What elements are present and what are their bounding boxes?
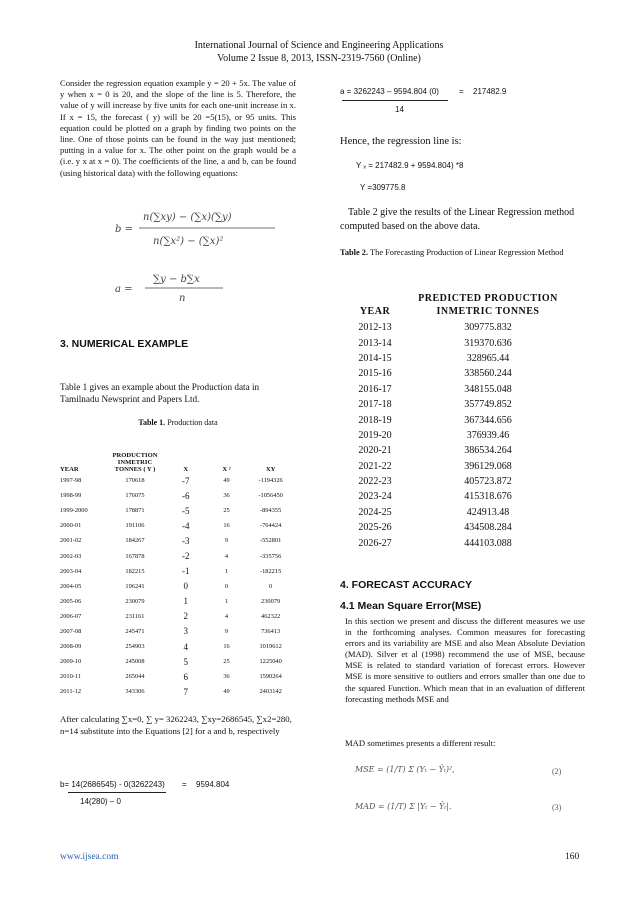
- table-row: [340, 320, 566, 335]
- table-row: [60, 473, 296, 488]
- cell-x: -5: [181, 505, 190, 516]
- table-row: [340, 351, 566, 366]
- cell-production: 245471: [125, 627, 145, 635]
- table-row: [340, 443, 566, 458]
- cell-year: 2008-09: [60, 643, 82, 651]
- b-denominator: 14(280) – 0: [80, 797, 121, 806]
- mse-mad-formulas: [355, 760, 585, 820]
- table-row: [340, 520, 566, 535]
- cell-xy: -182215: [259, 567, 282, 575]
- mad-line: MAD sometimes presents a different result:: [345, 738, 496, 748]
- cell-production: 254903: [125, 643, 145, 651]
- table-row: [340, 474, 566, 489]
- cell-x2: 36: [223, 673, 230, 681]
- cell-x: -4: [181, 520, 190, 531]
- col-header-year: YEAR: [359, 306, 391, 317]
- cell-x: 1: [183, 596, 188, 607]
- cell-x2: 25: [223, 507, 230, 515]
- cell-predicted: 396129.068: [464, 460, 512, 472]
- table2-caption-text: The Forecasting Production of Linear Regression Method: [368, 248, 564, 257]
- cell-year: 2026-27: [358, 537, 392, 549]
- cell-year: 2002-03: [60, 552, 82, 560]
- cell-x: 6: [183, 671, 188, 682]
- cell-year: 2020-21: [358, 445, 392, 457]
- cell-x: -6: [181, 490, 190, 501]
- cell-x: -1: [181, 566, 190, 577]
- cell-production: 176075: [125, 492, 145, 500]
- forecast-table: [340, 292, 566, 551]
- table-row: [340, 382, 566, 397]
- cell-year: 2015-16: [358, 368, 392, 380]
- cell-predicted: 405723.872: [464, 476, 512, 488]
- table-row: [340, 335, 566, 350]
- cell-x2: 49: [223, 688, 230, 696]
- cell-predicted: 328965.44: [466, 352, 510, 364]
- cell-x2: 1: [224, 597, 229, 605]
- cell-xy: -1194326: [258, 477, 283, 485]
- cell-predicted: 338560.244: [464, 368, 512, 380]
- svg-text:MAD = (1/T) Σ |Yₜ − Ŷₜ|.: MAD = (1/T) Σ |Yₜ − Ŷₜ|.: [355, 802, 452, 811]
- cell-year: 2006-07: [60, 612, 82, 620]
- table-row: [60, 564, 296, 579]
- cell-year: 2003-04: [60, 567, 82, 575]
- cell-year: 2005-06: [60, 597, 82, 605]
- cell-year: 2016-17: [358, 383, 392, 395]
- journal-title: International Journal of Science and Engineering Applications: [194, 40, 444, 51]
- cell-predicted: 309775.832: [464, 322, 512, 334]
- col-header-x2: X ²: [222, 466, 231, 473]
- cell-production: 245008: [125, 658, 145, 666]
- cell-predicted: 415318.676: [464, 491, 512, 503]
- cell-year: 2011-12: [60, 688, 82, 696]
- cell-production: 265044: [125, 673, 145, 681]
- table-row: [340, 459, 566, 474]
- cell-xy: -335756: [259, 552, 282, 560]
- cell-xy: 230079: [261, 597, 281, 605]
- cell-year: 2013-14: [358, 337, 392, 349]
- equation-3-number: (3): [552, 803, 562, 812]
- svg-text:∑y − b∑x: ∑y − b∑x: [153, 274, 200, 285]
- cell-x2: 25: [223, 658, 230, 666]
- table-row: [340, 412, 566, 427]
- cell-production: 184267: [125, 537, 145, 545]
- equation-2-number: (2): [552, 767, 562, 776]
- cell-year: 2014-15: [358, 352, 392, 364]
- cell-production: 182215: [125, 567, 145, 575]
- b-numerator: b= 14(2686545) - 0(3262243): [60, 780, 165, 789]
- after-calc-paragraph: After calculating ∑x=0, ∑ y= 3262243, ∑xy=2686545, ∑x2=280, n=14 substitute into the Equations [2] for a and b, respectively: [60, 714, 292, 736]
- cell-year: 2012-13: [358, 322, 392, 334]
- cell-year: 2021-22: [358, 460, 392, 472]
- table-row: [340, 489, 566, 504]
- cell-xy: -764424: [259, 522, 282, 530]
- cell-xy: 1019612: [259, 643, 282, 651]
- col-header-xy: XY: [265, 466, 276, 473]
- cell-x: 2: [183, 611, 188, 622]
- table1-intro: Table 1 gives an example about the Production data in Tamilnadu Newsprint and Papers Ltd.: [60, 382, 260, 404]
- table1-caption-text: Production data: [165, 418, 218, 427]
- cell-x: 3: [183, 626, 188, 637]
- cell-x2: 16: [223, 522, 230, 530]
- cell-year: 1997-98: [60, 477, 82, 485]
- cell-x2: 1: [224, 567, 229, 575]
- section-3-heading: 3. NUMERICAL EXAMPLE: [60, 338, 189, 350]
- table-row: [60, 579, 296, 594]
- table-row: [60, 609, 296, 624]
- cell-predicted: 444103.088: [464, 537, 512, 549]
- cell-production: 231161: [125, 612, 145, 620]
- svg-text:a =: a =: [115, 284, 133, 295]
- hence-line: Hence, the regression line is:: [340, 136, 462, 147]
- cell-x2: 4: [224, 612, 229, 620]
- cell-x: 5: [183, 656, 188, 667]
- cell-xy: 462322: [261, 612, 281, 620]
- intro-paragraph: Consider the regression equation example y = 20 + 5x. The value of y when x = 0 is 20, and the slope of the line is 5. Therefore, the value of y will increase by five units for each one-unit increase in x. If x = 15, the forecast ( y) will be 20 =5(15), or 95 units. This equation could be plotted on a graph by finding two points on the line. One of those points can be found in the way just mentioned; putting in a value for x. The other point on the graph would be a (i.e. y x at x = 0). The coefficients of the line, a and b, can be found (using historical data) with the following equations:: [60, 78, 296, 178]
- cell-predicted: 376939.46: [466, 429, 510, 441]
- col-header-production: PRODUCTION INMETRIC TONNES ( Y ): [112, 452, 158, 473]
- journal-header: [0, 40, 638, 65]
- cell-predicted: 357749.852: [464, 399, 512, 411]
- table-row: [60, 594, 296, 609]
- cell-predicted: 348155.048: [464, 383, 512, 395]
- svg-text:MSE = (1/T) Σ (Yₜ − Ŷₜ)²,: MSE = (1/T) Σ (Yₜ − Ŷₜ)²,: [355, 765, 455, 774]
- cell-year: 2001-02: [60, 537, 82, 545]
- svg-text:n: n: [179, 293, 186, 304]
- svg-text:n(∑xy) − (∑x)(∑y): n(∑xy) − (∑x)(∑y): [143, 212, 232, 223]
- cell-xy: 736413: [261, 627, 281, 635]
- table-row: [60, 669, 296, 684]
- cell-production: 170618: [125, 477, 145, 485]
- svg-text:n(∑x²) − (∑x)²: n(∑x²) − (∑x)²: [153, 236, 224, 247]
- cell-year: 2000-01: [60, 522, 82, 530]
- cell-x: 0: [183, 581, 188, 592]
- table2-caption-label: Table 2.: [340, 248, 369, 257]
- cell-x2: 16: [223, 643, 230, 651]
- cell-xy: -894355: [259, 507, 282, 515]
- cell-year: 2017-18: [358, 399, 392, 411]
- cell-production: 230079: [125, 597, 145, 605]
- cell-x: -3: [181, 535, 190, 546]
- b-value: 9594.804: [196, 780, 230, 789]
- cell-x2: 0: [224, 582, 229, 590]
- table2-intro: Table 2 give the results of the Linear Regression method computed based on the above data.: [340, 207, 575, 232]
- table-row: [60, 488, 296, 503]
- cell-year: 2018-19: [358, 414, 392, 426]
- table-row: [60, 654, 296, 669]
- cell-x2: 9: [224, 537, 229, 545]
- cell-xy: 2403142: [259, 688, 282, 696]
- b-equals: =: [182, 780, 187, 789]
- cell-x: 7: [183, 686, 188, 697]
- journal-issue: Volume 2 Issue 8, 2013, ISSN-2319-7560 (Online): [217, 52, 421, 64]
- page-number: 160: [565, 852, 580, 862]
- cell-year: 1999-2000: [60, 507, 88, 515]
- table-row: [340, 366, 566, 381]
- cell-year: 2024-25: [358, 506, 392, 518]
- table-row: [60, 624, 296, 639]
- cell-xy: -1056450: [258, 492, 283, 500]
- journal-website-link[interactable]: www.ijsea.com: [60, 852, 119, 862]
- table2-caption: [340, 247, 580, 258]
- table-row: [340, 505, 566, 520]
- cell-year: 2022-23: [358, 476, 392, 488]
- table-row: [60, 503, 296, 518]
- cell-production: 343306: [125, 688, 145, 696]
- table-row: [60, 548, 296, 563]
- cell-predicted: 434508.284: [464, 522, 512, 534]
- production-data-table: [60, 443, 296, 699]
- cell-xy: 1590264: [259, 673, 282, 681]
- cell-year: 2009-10: [60, 658, 82, 666]
- table-row: [340, 397, 566, 412]
- cell-production: 178871: [125, 507, 145, 515]
- regression-formula: [115, 200, 285, 305]
- cell-xy: -552801: [259, 537, 282, 545]
- svg-text:b =: b =: [115, 224, 133, 235]
- section-4-1-heading: 4.1 Mean Square Error(MSE): [340, 600, 482, 612]
- cell-year: 2007-08: [60, 627, 82, 635]
- section-4-heading: 4. FORECAST ACCURACY: [340, 579, 473, 591]
- cell-x2: 4: [224, 552, 229, 560]
- cell-predicted: 386534.264: [464, 445, 512, 457]
- b-fraction-bar: [68, 792, 166, 793]
- table-row: [60, 684, 296, 699]
- a-numerator: a = 3262243 – 9594.804 (0): [340, 87, 439, 96]
- table-row: [60, 639, 296, 654]
- table-row: [340, 428, 566, 443]
- cell-x: -2: [181, 551, 190, 562]
- cell-x2: 36: [223, 492, 230, 500]
- cell-x2: 9: [224, 627, 229, 635]
- regression-line-2: Y =309775.8: [360, 183, 406, 192]
- cell-year: 1998-99: [60, 492, 82, 500]
- table-row: [60, 533, 296, 548]
- col-header-predicted: PREDICTED PRODUCTION INMETRIC TONNES: [418, 293, 558, 317]
- cell-xy: 1225040: [259, 658, 282, 666]
- cell-year: 2025-26: [358, 522, 392, 534]
- cell-production: 167878: [125, 552, 145, 560]
- cell-predicted: 319370.636: [464, 337, 512, 349]
- a-equals: =: [459, 87, 464, 96]
- regression-line-1: Y ₓ = 217482.9 + 9594.804) *8: [356, 161, 464, 170]
- cell-predicted: 424913.48: [466, 506, 510, 518]
- cell-x: -7: [181, 475, 190, 486]
- cell-x2: 49: [223, 477, 230, 485]
- mse-paragraph: In this section we present and discuss the different measures we use in the forthcoming analyses. Common measures for forecasting errors and its variability are MSE and also Mean Absolute Deviation (MAD). Silver et al (1998) recommend the use of MSE, because MSE is related to standard variation of forecast errors. However MSE is more sensitive to outliers and errors smaller than one due to the squared Function. Which mean that in an evaluation of different forecasting methods MSE and: [345, 616, 585, 704]
- table-row: [340, 535, 566, 550]
- cell-xy: 0: [269, 582, 273, 590]
- table1-caption-label: Table 1.: [138, 418, 166, 427]
- a-denominator: 14: [395, 105, 404, 114]
- cell-year: 2004-05: [60, 582, 82, 590]
- cell-year: 2010-11: [60, 673, 82, 681]
- cell-production: 196241: [125, 582, 145, 590]
- a-fraction-bar: [342, 100, 448, 101]
- cell-production: 191106: [125, 522, 145, 530]
- table-row: [60, 518, 296, 533]
- cell-year: 2019-20: [358, 429, 392, 441]
- col-header-x: X: [183, 466, 189, 473]
- col-header-year: YEAR: [60, 466, 79, 473]
- cell-predicted: 367344.656: [464, 414, 512, 426]
- table1-caption: [60, 418, 296, 427]
- cell-x: 4: [183, 641, 188, 652]
- a-value: 217482.9: [473, 87, 507, 96]
- cell-year: 2023-24: [358, 491, 392, 503]
